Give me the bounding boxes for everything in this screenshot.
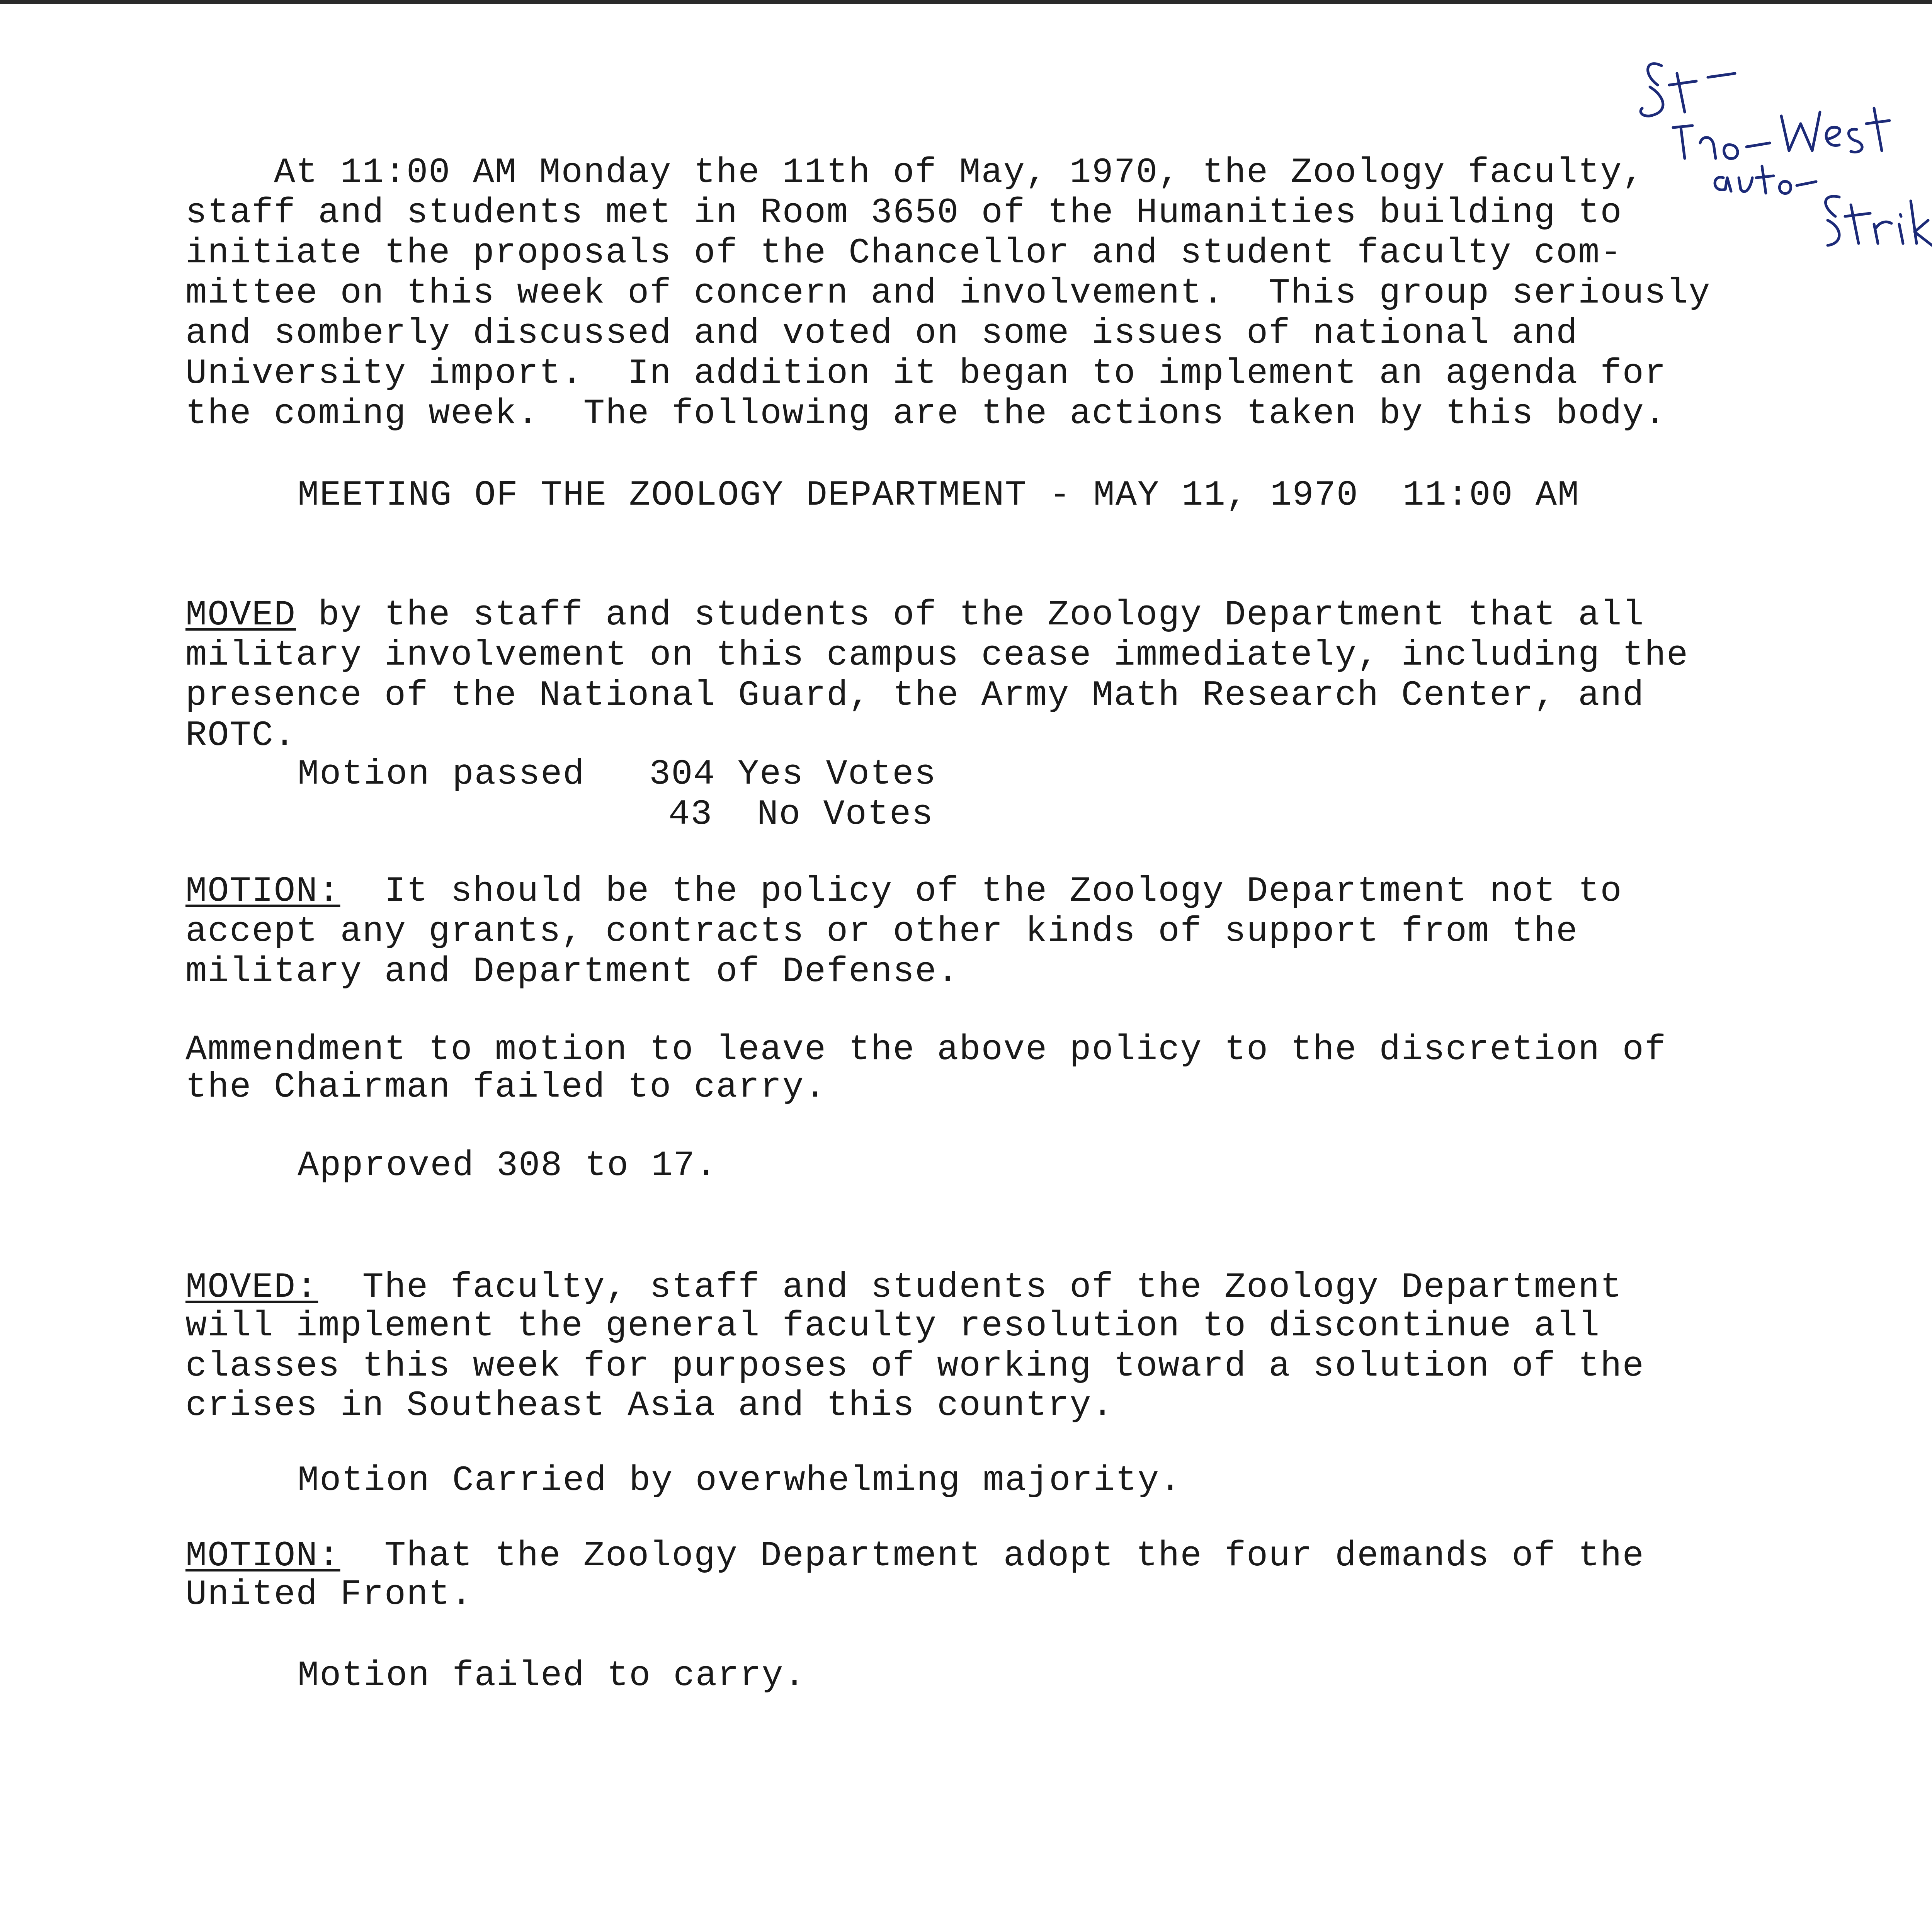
motion3-line-1 (185, 1267, 1828, 1308)
intro-line-6: University import. In addition it began to implement an agenda for (185, 353, 1667, 394)
motion1-line-3: presence of the National Guard, the Army Math Research Center, and (185, 675, 1645, 716)
motion1-yes-votes: 304 Yes Votes (649, 754, 937, 794)
motion1-text-1: by the staff and students of the Zoology Department that all (296, 595, 1645, 635)
motion3-line-2: will implement the general faculty resolution to discontinue all (185, 1306, 1600, 1346)
motion3-text-1: The faculty, staff and students of the Zoology Department (318, 1267, 1622, 1308)
amendment-line-2: the Chairman failed to carry. (185, 1067, 827, 1107)
amendment-line-1: Ammendment to motion to leave the above policy to the discretion of (185, 1029, 1667, 1070)
motion2-label: MOTION: (185, 871, 340, 912)
motion4-line-1 (185, 1536, 1828, 1576)
motion3-line-3: classes this week for purposes of working toward a solution of the (185, 1346, 1645, 1386)
motion4-text-1: That the Zoology Department adopt the four demands of the (340, 1536, 1645, 1576)
motion4-line-2: United Front. (185, 1574, 473, 1615)
intro-line-4: mittee on this week of concern and involvement. This group seriously (185, 273, 1711, 313)
motion4-result: Motion failed to carry. (298, 1655, 806, 1696)
motion1-label: MOVED (185, 595, 296, 635)
motion1-line-4: ROTC. (185, 715, 296, 756)
scan-top-border (0, 0, 1932, 4)
motion1-result-label: Motion passed (298, 754, 585, 794)
motion1-line-2: military involvement on this campus cease immediately, including the (185, 635, 1689, 675)
motion1-line-1 (185, 595, 1828, 635)
intro-line-3: initiate the proposals of the Chancellor and student faculty com- (185, 233, 1622, 273)
intro-line-5: and somberly discussed and voted on some issues of national and (185, 313, 1578, 354)
intro-line-2: staff and students met in Room 3650 of the Humanities building to (185, 192, 1622, 233)
intro-line-1: At 11:00 AM Monday the 11th of May, 1970, the Zoology faculty, (185, 152, 1645, 193)
motion4-label: MOTION: (185, 1536, 340, 1576)
amendment-approved: Approved 308 to 17. (298, 1145, 718, 1186)
motion2-line-1 (185, 871, 1828, 912)
motion2-line-2: accept any grants, contracts or other kinds of support from the (185, 911, 1578, 952)
motion2-line-3: military and Department of Defense. (185, 951, 959, 992)
motion3-result: Motion Carried by overwhelming majority. (298, 1460, 1182, 1501)
motion2-text-1: It should be the policy of the Zoology Department not to (340, 871, 1622, 912)
motion3-label: MOVED: (185, 1267, 318, 1308)
intro-line-7: the coming week. The following are the actions taken by this body. (185, 393, 1667, 434)
meeting-heading: MEETING OF THE ZOOLOGY DEPARTMENT - MAY 11, 1970 11:00 AM (298, 475, 1580, 515)
motion1-no-votes: 43 No Votes (668, 794, 934, 835)
motion3-line-4: crises in Southeast Asia and this country. (185, 1385, 1114, 1426)
